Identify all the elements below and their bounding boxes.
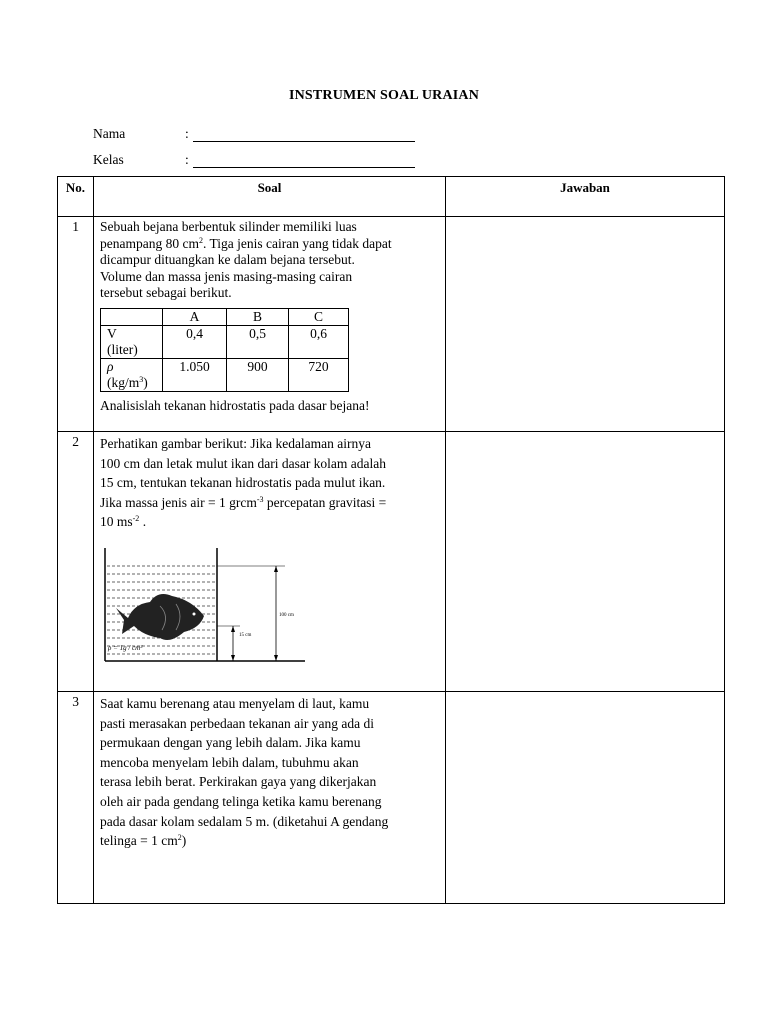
text-line: oleh air pada gendang telinga ketika kamu berenang bbox=[100, 793, 382, 809]
header-soal: Soal bbox=[94, 177, 446, 217]
question-number: 1 bbox=[58, 217, 94, 432]
nama-field bbox=[93, 126, 415, 142]
text-line: permukaan dengan yang lebih dalam. Jika kamu bbox=[100, 735, 361, 751]
question-text bbox=[94, 692, 446, 904]
text-line: Analisislah tekanan hidrostatis pada dasar bejana! bbox=[100, 397, 370, 413]
nama-colon: : bbox=[185, 126, 189, 141]
text-line: mencoba menyelam lebih dalam, tubuhmu akan bbox=[100, 754, 359, 770]
text-line: Volume dan massa jenis masing-masing cairan bbox=[100, 268, 353, 284]
kelas-colon: : bbox=[185, 152, 189, 167]
volume-c: 0,6 bbox=[289, 325, 349, 358]
kelas-label: Kelas bbox=[93, 152, 124, 167]
header-no: No. bbox=[58, 177, 94, 217]
density-b: 900 bbox=[227, 358, 289, 391]
question-text bbox=[94, 217, 446, 432]
volume-a: 0,4 bbox=[163, 325, 227, 358]
header-jawaban: Jawaban bbox=[446, 177, 725, 217]
table-header-row bbox=[58, 177, 725, 217]
text-line: telinga = 1 $cm^2$) bbox=[100, 833, 187, 849]
table-row bbox=[58, 217, 725, 432]
row-label-density: ρ $(kg/m^3)$ bbox=[101, 358, 163, 391]
text-line: 15 cm, tentukan tekanan hidrostatis pada mulut ikan. bbox=[100, 475, 386, 491]
answer-cell[interactable] bbox=[446, 692, 725, 904]
svg-text:15 cm: 15 cm bbox=[239, 632, 252, 638]
kelas-line[interactable] bbox=[193, 153, 415, 168]
text-line: Jika massa jenis air = 1 grcm$^{-3}$ percepatan gravitasi = bbox=[100, 494, 387, 510]
text-line: Perhatikan gambar berikut: Jika kedalaman airnya bbox=[100, 436, 372, 451]
text-line: terasa lebih berat. Perkirakan gaya yang dikerjakan bbox=[100, 774, 377, 790]
density-c: 720 bbox=[289, 358, 349, 391]
text-line: penampang 80 $cm^2$. Tiga jenis cairan yang tidak dapat bbox=[100, 235, 392, 251]
nama-line[interactable] bbox=[193, 127, 415, 142]
text-line: Saat kamu berenang atau menyelam di laut, kamu bbox=[100, 696, 370, 711]
fish-icon bbox=[116, 594, 204, 640]
fish-tank-figure bbox=[100, 546, 439, 670]
svg-text:ρ = 1g / cm³: ρ = 1g / cm³ bbox=[108, 643, 143, 652]
answer-cell[interactable] bbox=[446, 432, 725, 692]
question-table bbox=[57, 176, 725, 904]
text-line: 100 cm dan letak mulut ikan dari dasar kolam adalah bbox=[100, 455, 387, 471]
liquid-col-c: C bbox=[289, 308, 349, 325]
liquid-col-a: A bbox=[163, 308, 227, 325]
question-text bbox=[94, 432, 446, 692]
text-line: Sebuah bejana berbentuk silinder memiliki luas bbox=[100, 219, 357, 234]
kelas-field bbox=[93, 152, 415, 168]
svg-text:100 cm: 100 cm bbox=[279, 612, 294, 618]
volume-b: 0,5 bbox=[227, 325, 289, 358]
table-row bbox=[58, 692, 725, 904]
liquid-table bbox=[100, 308, 349, 392]
question-number: 3 bbox=[58, 692, 94, 904]
text-line: pasti merasakan perbedaan tekanan air yang ada di bbox=[100, 715, 374, 731]
nama-label: Nama bbox=[93, 126, 126, 141]
question-number: 2 bbox=[58, 432, 94, 692]
text-line: pada dasar kolam sedalam 5 m. (diketahui A gendang bbox=[100, 813, 389, 829]
density-a: 1.050 bbox=[163, 358, 227, 391]
row-label-volume: V (liter) bbox=[101, 325, 163, 358]
page-title: INSTRUMEN SOAL URAIAN bbox=[288, 88, 480, 103]
text-line: tersebut sebagai berikut. bbox=[100, 285, 232, 300]
liquid-table-corner bbox=[101, 308, 163, 325]
table-row bbox=[58, 432, 725, 692]
text-line: 10 $ms^{-2}$ . bbox=[100, 514, 147, 530]
text-line: dicampur dituangkan ke dalam bejana tersebut. bbox=[100, 252, 355, 267]
answer-cell[interactable] bbox=[446, 217, 725, 432]
liquid-col-b: B bbox=[227, 308, 289, 325]
fish-tank-diagram bbox=[100, 546, 310, 664]
